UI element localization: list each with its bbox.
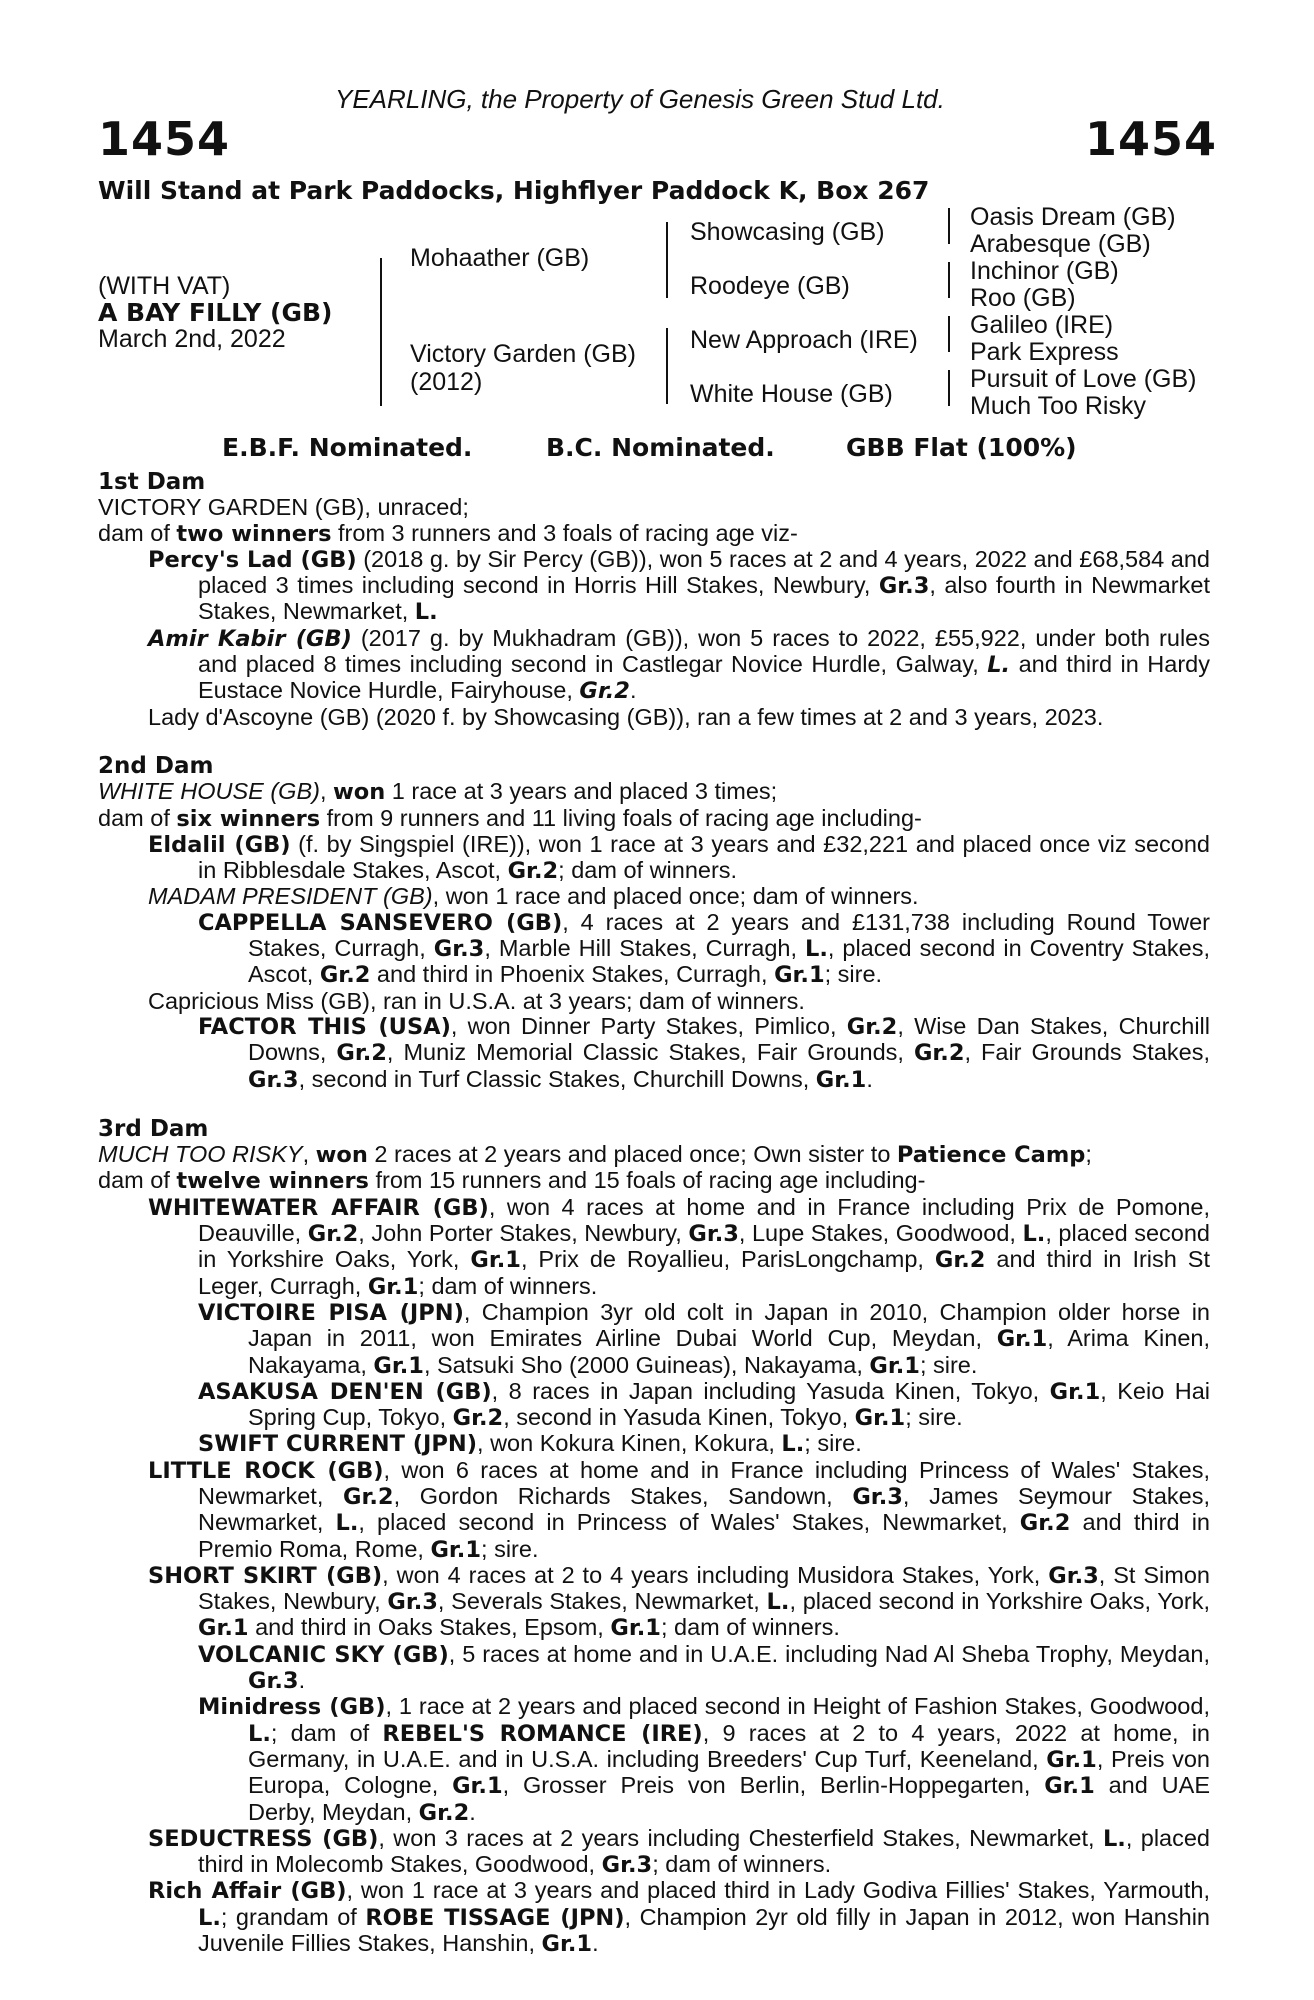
stand-location: Will Stand at Park Paddocks, Highflyer Paddock K, Box 267 [98, 176, 930, 205]
dam: Victory Garden (GB) [410, 340, 637, 368]
third-dam-produce-summary: dam of twelve winners from 15 runners and 15 foals of racing age including- [98, 1167, 926, 1195]
ggp-6: Park Express [970, 338, 1119, 366]
second-dam-line: WHITE HOUSE (GB), won 1 race at 3 years and placed 3 times; [98, 778, 778, 806]
produce-entry: WHITEWATER AFFAIR (GB), won 4 races at home and in France including Prix de Pomone, Deauville, Gr.2, John Porter Stakes, Newbury, Gr.3, Lupe Stakes, Goodwood, L., placed second in Yorkshire Oaks, York, Gr.1, Prix de Royallieu, ParisLongchamp, Gr.2 and third in Irish St Leger, Curragh, Gr.1; dam of winners. [148, 1193, 1210, 1300]
produce-entry: LITTLE ROCK (GB), won 6 races at home and in France including Princess of Wales' Stakes, Newmarket, Gr.2, Gordon Richards Stakes, Sandown, Gr.3, James Seymour Stakes, Newmarket, L., placed second in Princess of Wales' Stakes, Newmarket, Gr.2 and third in Premio Roma, Rome, Gr.1; sire. [148, 1456, 1210, 1563]
ggp-1: Oasis Dream (GB) [970, 203, 1176, 231]
produce-entry: Capricious Miss (GB), ran in U.S.A. at 3 years; dam of winners. [148, 987, 805, 1014]
third-dam-heading: 3rd Dam [98, 1115, 209, 1142]
third-dam-line: MUCH TOO RISKY, won 2 races at 2 years and placed once; Own sister to Patience Camp; [98, 1141, 1092, 1169]
horse-name: A BAY FILLY (GB) [98, 298, 333, 327]
first-dam-line: VICTORY GARDEN (GB), unraced; [98, 494, 469, 521]
pedigree-brace-g2 [948, 262, 950, 298]
bc-nomination: B.C. Nominated. [546, 433, 775, 462]
produce-entry: FACTOR THIS (USA), won Dinner Party Stakes, Pimlico, Gr.2, Wise Dan Stakes, Churchill Downs, Gr.2, Muniz Memorial Classic Stakes, Fair Grounds, Gr.2, Fair Grounds Stakes, Gr.3, second in Turf Classic Stakes, Churchill Downs, Gr.1. [198, 1012, 1210, 1093]
produce-entry: Minidress (GB), 1 race at 2 years and placed second in Height of Fashion Stakes, Goodwood, L.; dam of REBEL'S ROMANCE (IRE), 9 races at 2 to 4 years, 2022 at home, in Germany, in U.A.E. and in U.S.A. including Breeders' Cup Turf, Keeneland, Gr.1, Preis von Europa, Cologne, Gr.1, Grosser Preis von Berlin, Berlin-Hoppegarten, Gr.1 and UAE Derby, Meydan, Gr.2. [198, 1693, 1210, 1826]
produce-entry: VICTOIRE PISA (JPN), Champion 3yr old colt in Japan in 2010, Champion older horse in Japan in 2011, won Emirates Airline Dubai World Cup, Meydan, Gr.1, Arima Kinen, Nakayama, Gr.1, Satsuki Sho (2000 Guineas), Nakayama, Gr.1; sire. [198, 1298, 1211, 1379]
pedigree-brace-g4 [948, 370, 950, 406]
gbb-nomination: GBB Flat (100%) [846, 433, 1077, 462]
page-subtitle: YEARLING, the Property of Genesis Green Stud Ltd. [335, 84, 945, 114]
sire-sire: Showcasing (GB) [690, 218, 885, 246]
ggp-4: Roo (GB) [970, 284, 1076, 312]
lot-number-right: 1454 [1085, 112, 1218, 166]
second-dam-produce-summary: dam of six winners from 9 runners and 11 living foals of racing age including- [98, 804, 922, 832]
catalogue-body [98, 470, 1210, 1957]
produce-entry: MADAM PRESIDENT (GB), won 1 race and placed once; dam of winners. [148, 883, 919, 910]
first-dam-produce-summary: dam of two winners from 3 runners and 3 foals of racing age viz- [98, 519, 798, 547]
produce-entry: CAPPELLA SANSEVERO (GB), 4 races at 2 years and £131,738 including Round Tower Stakes, Curragh, Gr.3, Marble Hill Stakes, Curragh, L., placed second in Coventry Stakes, Ascot, Gr.2 and third in Phoenix Stakes, Curragh, Gr.1; sire. [198, 908, 1210, 989]
pedigree-brace-g1 [948, 208, 950, 244]
ggp-3: Inchinor (GB) [970, 257, 1119, 285]
ebf-nomination: E.B.F. Nominated. [222, 433, 473, 462]
dam-sire: New Approach (IRE) [690, 326, 918, 354]
sire: Mohaather (GB) [410, 244, 590, 272]
lot-number-left: 1454 [98, 112, 231, 166]
produce-entry: Percy's Lad (GB) (2018 g. by Sir Percy (GB)), won 5 races at 2 and 4 years, 2022 and £68,584 and placed 3 times including second in Horris Hill Stakes, Newbury, Gr.3, also fourth in Newmarket Stakes, Newmarket, L. [148, 545, 1211, 626]
foaling-date: March 2nd, 2022 [98, 325, 286, 353]
produce-entry: SEDUCTRESS (GB), won 3 races at 2 years including Chesterfield Stakes, Newmarket, L., placed third in Molecomb Stakes, Goodwood, Gr.3; dam of winners. [148, 1824, 1211, 1879]
dam-year: (2012) [410, 368, 483, 396]
ggp-7: Pursuit of Love (GB) [970, 365, 1197, 393]
pedigree-brace-g3 [948, 316, 950, 352]
produce-entry: Lady d'Ascoyne (GB) (2020 f. by Showcasing (GB)), ran a few times at 2 and 3 years, 2023. [148, 703, 1104, 730]
produce-entry: SHORT SKIRT (GB), won 4 races at 2 to 4 years including Musidora Stakes, York, Gr.3, St Simon Stakes, Newbury, Gr.3, Severals Stakes, Newmarket, L., placed second in Yorkshire Oaks, York, Gr.1 and third in Oaks Stakes, Epsom, Gr.1; dam of winners. [148, 1561, 1210, 1642]
pedigree-brace-dam [666, 328, 668, 404]
produce-entry: ASAKUSA DEN'EN (GB), 8 races in Japan including Yasuda Kinen, Tokyo, Gr.1, Keio Hai Spring Cup, Tokyo, Gr.2, second in Yasuda Kinen, Tokyo, Gr.1; sire. [198, 1377, 1210, 1432]
sire-dam: Roodeye (GB) [690, 272, 850, 300]
produce-entry: Rich Affair (GB), won 1 race at 3 years and placed third in Lady Godiva Fillies' Stakes, Yarmouth, L.; grandam of ROBE TISSAGE (JPN), Champion 2yr old filly in Japan in 2012, won Hanshin Juvenile Fillies Stakes, Hanshin, Gr.1. [148, 1877, 1210, 1958]
first-dam-heading: 1st Dam [98, 469, 206, 495]
dam-dam: White House (GB) [690, 380, 893, 408]
ggp-2: Arabesque (GB) [970, 230, 1151, 258]
pedigree-brace-main [380, 258, 382, 406]
produce-entry: Eldalil (GB) (f. by Singspiel (IRE)), won 1 race at 3 years and £32,221 and placed once viz second in Ribblesdale Stakes, Ascot, Gr.2; dam of winners. [148, 830, 1210, 885]
ggp-5: Galileo (IRE) [970, 311, 1114, 339]
ggp-8: Much Too Risky [970, 392, 1146, 420]
second-dam-heading: 2nd Dam [98, 752, 214, 779]
produce-entry: Amir Kabir (GB) (2017 g. by Mukhadram (GB)), won 5 races to 2022, £55,922, under both rules and placed 8 times including second in Castlegar Novice Hurdle, Galway, L. and third in Hardy Eustace Novice Hurdle, Fairyhouse, Gr.2. [148, 624, 1210, 705]
produce-entry: SWIFT CURRENT (JPN), won Kokura Kinen, Kokura, L.; sire. [198, 1430, 862, 1458]
produce-entry: VOLCANIC SKY (GB), 5 races at home and in U.A.E. including Nad Al Sheba Trophy, Meydan, Gr.3. [198, 1640, 1210, 1695]
vat-note: (WITH VAT) [98, 272, 231, 300]
pedigree-brace-sire [666, 222, 668, 298]
